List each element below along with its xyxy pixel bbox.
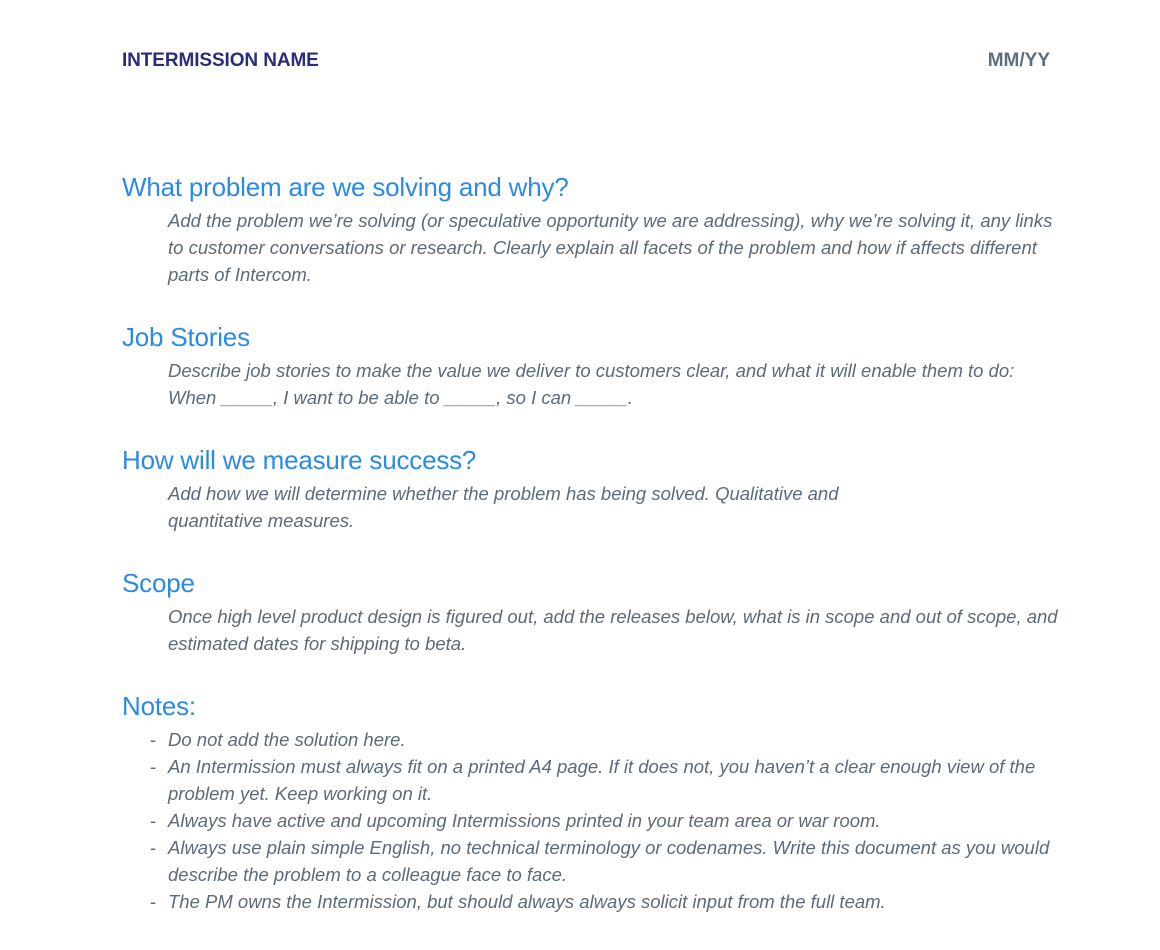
notes-item-text: The PM owns the Intermission, but should always always solicit input from the full team. (168, 891, 886, 912)
section-heading-success: How will we measure success? (122, 445, 477, 475)
section-heading-job-stories: Job Stories (122, 322, 250, 352)
document-title: INTERMISSION NAME (122, 50, 319, 71)
notes-item-text: An Intermission must always fit on a printed A4 page. If it does not, you haven’t a clear enough view of the problem yet. Keep working on it. (168, 756, 1036, 804)
section-notes (122, 690, 1052, 915)
notes-list-item (150, 888, 1060, 915)
dash-bullet-icon: - (150, 810, 157, 831)
section-scope (122, 567, 1058, 657)
document-date: MM/YY (987, 50, 1050, 71)
notes-list-item (150, 807, 1060, 834)
section-job-stories (122, 321, 1052, 411)
dash-bullet-icon: - (150, 837, 157, 858)
section-success (122, 444, 1052, 534)
notes-item-text: Do not add the solution here. (168, 729, 406, 750)
notes-list-item (150, 753, 1060, 807)
section-problem (122, 171, 1052, 288)
document-header (122, 50, 1050, 74)
section-body-scope: Once high level product design is figured out, add the releases below, what is in scope and out of scope, and estimated dates for shipping to beta. (168, 606, 1058, 654)
section-heading-problem: What problem are we solving and why? (122, 172, 569, 202)
dash-bullet-icon: - (150, 891, 157, 912)
notes-list-item (150, 834, 1060, 888)
notes-list-item (150, 726, 1060, 753)
section-heading-notes: Notes: (122, 691, 196, 721)
notes-item-text: Always use plain simple English, no technical terminology or codenames. Write this document as you would describe the problem to a colleague face to face. (168, 837, 1050, 885)
dash-bullet-icon: - (150, 729, 157, 750)
section-heading-scope: Scope (122, 568, 195, 598)
notes-list (150, 726, 1060, 915)
section-body-job-stories: Describe job stories to make the value we deliver to customers clear, and what it will enable them to do: When _____, I want to be able to _____, so I can _____. (168, 360, 1015, 408)
section-body-success: Add how we will determine whether the problem has being solved. Qualitative and quantitative measures. (168, 483, 839, 531)
section-body-problem: Add the problem we’re solving (or speculative opportunity we are addressing), why we’re solving it, any links to customer conversations or research. Clearly explain all facets of the problem and how if affects different parts of Intercom. (168, 210, 1053, 285)
dash-bullet-icon: - (150, 756, 157, 777)
notes-item-text: Always have active and upcoming Intermissions printed in your team area or war room. (168, 810, 881, 831)
